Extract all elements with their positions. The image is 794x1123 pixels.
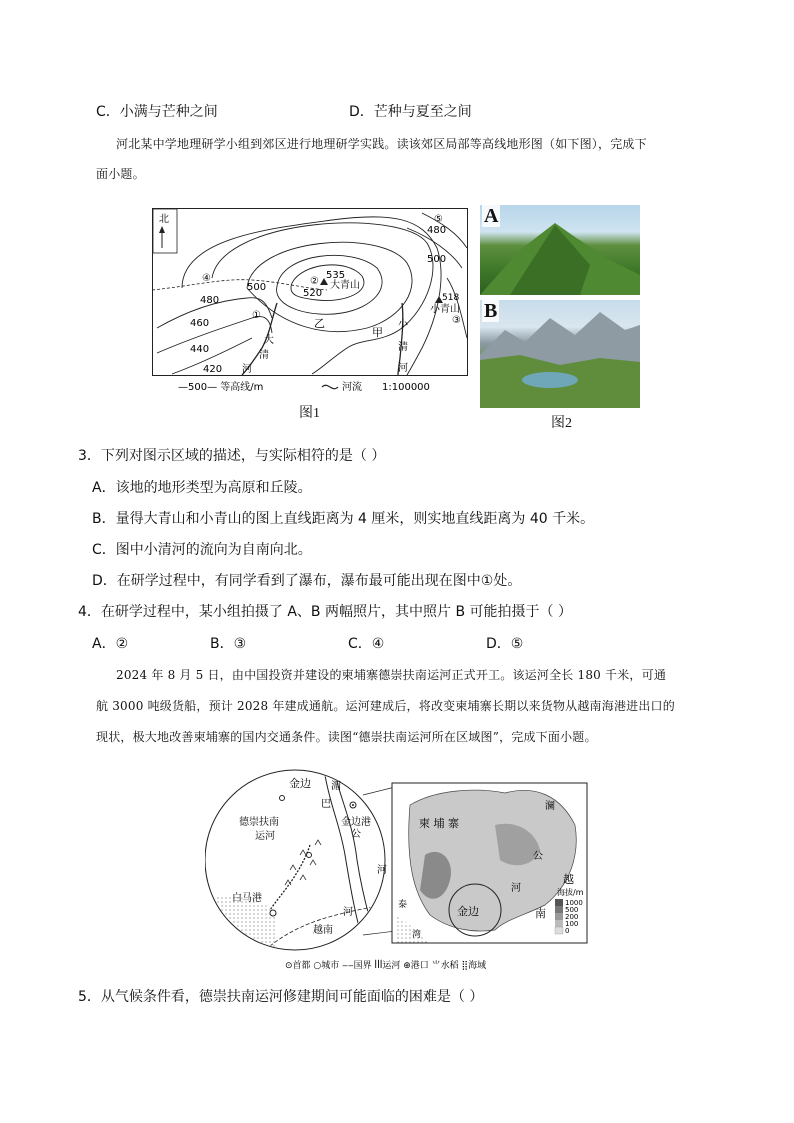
- label-xiaoqinghe-3: 河: [398, 363, 408, 374]
- label-yi: 乙: [314, 317, 325, 330]
- q3-option-d: D．在研学过程中，有同学看到了瀑布，瀑布最可能出现在图中①处。: [92, 573, 522, 589]
- label-daqinghe-3: 河: [242, 364, 252, 375]
- map-left-yuenan: 越南: [313, 925, 333, 936]
- elev-legend-0: 0: [565, 927, 570, 935]
- map-left-jinbian-port: 金边港: [341, 817, 371, 828]
- svg-text:500: 500: [427, 254, 447, 265]
- q3-stem: 3．下列对图示区域的描述，与实际相符的是（ ）: [78, 448, 386, 464]
- intro2-line2: 航 3000 吨级货船，预计 2028 年建成通航。运河建成后，将改变柬埔寨长期以来货物从越南海港进出口的: [96, 699, 675, 713]
- north-label: 北: [159, 214, 169, 225]
- label-xiaoqingshan: 小青山: [430, 304, 460, 315]
- figure1-caption: 图1: [299, 406, 320, 421]
- map-left-canal-2: 运河: [255, 831, 275, 842]
- q5-stem: 5．从气候条件看，德崇扶南运河修建期间可能面临的困难是（ ）: [78, 989, 484, 1005]
- marker-5: ⑤: [434, 214, 443, 225]
- map-left-baima-port: 白马港: [232, 893, 262, 904]
- intro2-line3: 现状，极大地改善柬埔寨的国内交通条件。读图“德崇扶南运河所在区域图”，完成下面小题。: [96, 730, 597, 744]
- marker-3: ③: [452, 315, 461, 326]
- svg-text:480: 480: [200, 295, 220, 306]
- map-right-he: 河: [511, 883, 521, 894]
- map-right-gulf: 湾: [412, 930, 422, 940]
- svg-text:535: 535: [326, 270, 346, 281]
- map-right-cambodia: 柬 埔 寨: [419, 817, 459, 830]
- contour-map: [152, 208, 468, 408]
- label-jia: 甲: [372, 326, 383, 339]
- canal-map: [205, 765, 590, 975]
- contour-map-svg: [152, 208, 468, 408]
- legend-contour: —500— 等高线/m: [178, 382, 264, 393]
- intro1-line1: 河北某中学地理研学小组到郊区进行地理研学实践。读该郊区局部等高线地形图（如下图），完成下: [116, 137, 647, 151]
- map-right-lan: 澜: [545, 801, 555, 812]
- legend-river: 河流: [342, 382, 362, 393]
- q4-option-b: B．③: [210, 636, 247, 652]
- elev-legend-title: 海拔/m: [557, 888, 584, 897]
- label-xiaoqinghe-1: 小: [398, 319, 408, 330]
- marker-1: ①: [252, 310, 261, 321]
- elev-legend-200: 200: [565, 913, 579, 921]
- label-daqinghe-1: 大: [264, 335, 274, 346]
- map-left-ba: 巴: [321, 799, 331, 810]
- elev-legend-1000: 1000: [565, 899, 583, 907]
- map-right-gong: 公: [533, 851, 543, 862]
- label-daqinghe-2: 清: [259, 350, 269, 361]
- photo-b-label: B: [484, 300, 498, 322]
- svg-text:520: 520: [303, 288, 323, 299]
- svg-text:518: 518: [442, 293, 460, 303]
- map-left-he: 河: [343, 907, 353, 918]
- q4-option-c: C．④: [348, 636, 385, 652]
- q4-option-d: D．⑤: [486, 636, 524, 652]
- map-left-jinbian: 金边: [289, 777, 311, 790]
- q3-option-c: C．图中小清河的流向为自南向北。: [92, 542, 312, 558]
- intro2-line1: 2024 年 8 月 5 日，由中国投资并建设的柬埔寨德崇扶南运河正式开工。该运河全长 180 千米，可通: [116, 668, 667, 682]
- elev-legend-500: 500: [565, 906, 579, 914]
- photo-b: [480, 300, 640, 408]
- q2-option-c: C．小满与芒种之间: [96, 104, 218, 120]
- label-xiaoqinghe-2: 清: [398, 342, 408, 353]
- map-left-river-2: 公: [351, 829, 361, 840]
- map-right-yue: 越: [563, 873, 574, 886]
- q2-option-d: D．芒种与夏至之间: [349, 104, 472, 120]
- svg-text:460: 460: [190, 318, 210, 329]
- map-left-canal-1: 德崇扶南: [239, 817, 279, 828]
- map-right-nan: 南: [535, 907, 546, 920]
- map-right-tai: 泰: [398, 900, 408, 910]
- photo-a-label: A: [484, 205, 499, 227]
- map-right-jinbian: 金边: [457, 905, 479, 918]
- photo-a: [480, 205, 640, 295]
- q3-option-b: B．量得大青山和小青山的图上直线距离为 4 厘米，则实地直线距离为 40 千米。: [92, 511, 595, 527]
- svg-text:420: 420: [203, 364, 223, 375]
- q4-stem: 4．在研学过程中，某小组拍摄了 A、B 两幅照片，其中照片 B 可能拍摄于（ ）: [78, 604, 572, 620]
- map-left-river-1: 湄: [331, 781, 341, 792]
- q3-option-a: A．该地的地形类型为高原和丘陵。: [92, 480, 312, 496]
- elev-legend-100: 100: [565, 920, 579, 928]
- marker-4: ④: [202, 273, 211, 284]
- intro1-line2: 面小题。: [96, 167, 145, 181]
- legend-scale: 1:100000: [382, 382, 430, 393]
- figure2-caption: 图2: [551, 416, 572, 431]
- svg-text:440: 440: [190, 344, 210, 355]
- label-daqingshan: 大青山: [330, 280, 360, 291]
- canal-map-svg: [205, 765, 590, 975]
- map-left-river-3: 河: [377, 865, 387, 876]
- svg-text:500: 500: [247, 282, 267, 293]
- marker-2: ②: [310, 276, 319, 287]
- svg-text:480: 480: [427, 225, 447, 236]
- q4-option-a: A．②: [92, 636, 129, 652]
- map-legend: ⊙首都 ○城市 ‒‒国界 ꟾꟾꟾ运河 ⊕港口 ⺌水稻 ⣿海域: [285, 961, 487, 971]
